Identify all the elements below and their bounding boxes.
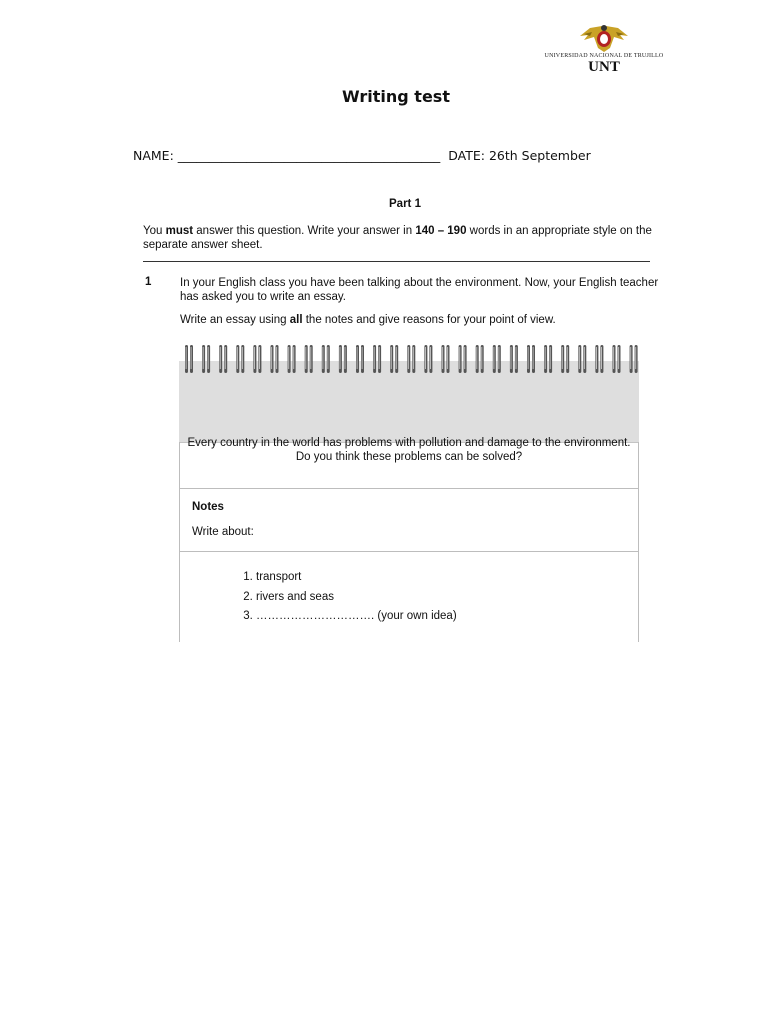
logo-university-name: UNIVERSIDAD NACIONAL DE TRUJILLO [544,53,664,59]
binding-ring-highlight [596,347,597,369]
binding-ring-highlight [396,347,397,369]
university-logo [540,22,668,74]
binding-ring-highlight [310,347,311,369]
binding-ring-highlight [242,347,243,369]
binding-ring-highlight [618,347,619,369]
date-text: DATE: 26th September [448,148,591,163]
binding-ring-highlight [276,347,277,369]
binding-ring-highlight [322,347,323,369]
binding-ring-highlight [579,347,580,369]
list-item: 1. transport [256,568,457,588]
instruction-must: must [165,225,194,237]
binding-ring-highlight [464,347,465,369]
binding-ring-highlight [408,347,409,369]
question-number: 1 [145,276,152,288]
binding-ring-highlight [225,347,226,369]
instruction-text [143,224,669,252]
binding-ring-highlight [345,347,346,369]
notes-subtitle: Write about: [192,526,254,538]
instruction-pre: You [143,225,166,237]
eagle-crest-icon [540,22,668,54]
binding-ring-highlight [271,347,272,369]
binding-ring-highlight [601,347,602,369]
part-title: Part 1 [389,198,421,210]
notes-list-box [179,552,639,642]
binding-ring-highlight [203,347,204,369]
binding-ring-highlight [237,347,238,369]
binding-ring-highlight [430,347,431,369]
binding-ring-highlight [259,347,260,369]
binding-ring-highlight [340,347,341,369]
subtext-pre: Write an essay using [180,314,290,326]
list-item: 2. rivers and seas [256,588,457,608]
page-title: Writing test [342,87,450,106]
binding-ring-highlight [288,347,289,369]
notes-title: Notes [192,501,224,513]
prompt-line-1: Every country in the world has problems with pollution and damage to the environment. [187,437,631,449]
binding-ring-highlight [630,347,631,369]
binding-ring-highlight [476,347,477,369]
binding-ring-highlight [379,347,380,369]
instruction-post: words in an appropriate style on the separate answer sheet. [143,225,652,251]
binding-ring-highlight [357,347,358,369]
instruction-word-count: 140 – 190 [415,225,467,237]
subtext-post: the notes and give reasons for your point of view. [302,314,556,326]
binding-ring-highlight [550,347,551,369]
divider [143,261,650,262]
binding-ring-highlight [305,347,306,369]
binding-ring-highlight [562,347,563,369]
name-label: NAME: [133,148,174,163]
binding-ring-highlight [459,347,460,369]
question-text: In your English class you have been talking about the environment. Now, your English teacher has asked you to write an essay. [180,277,659,303]
binding-ring-highlight [545,347,546,369]
binding-ring-highlight [533,347,534,369]
prompt-box [179,437,639,489]
instruction-mid: answer this question. Write your answer in [193,225,416,237]
notes-list [220,568,457,627]
binding-ring-highlight [191,347,192,369]
list-item: 3. …………………………. (your own idea) [256,607,457,627]
prompt-text [180,436,638,464]
notepad [179,342,639,642]
binding-ring-highlight [425,347,426,369]
subtext-all: all [289,314,303,326]
binding-ring-highlight [613,347,614,369]
binding-ring-highlight [511,347,512,369]
name-date-line [133,148,591,163]
binding-ring-highlight [413,347,414,369]
binding-ring-highlight [442,347,443,369]
binding-ring-highlight [362,347,363,369]
notes-box [179,489,639,552]
binding-ring-highlight [516,347,517,369]
binding-ring-highlight [447,347,448,369]
binding-ring-highlight [293,347,294,369]
binding-ring-highlight [481,347,482,369]
question-subtext [180,314,556,326]
spiral-binding-icon [179,342,639,376]
binding-ring-highlight [584,347,585,369]
binding-ring-highlight [208,347,209,369]
binding-ring-highlight [567,347,568,369]
prompt-line-2: Do you think these problems can be solved? [295,451,523,463]
binding-ring-highlight [186,347,187,369]
binding-ring-highlight [391,347,392,369]
binding-ring-highlight [374,347,375,369]
binding-ring-highlight [528,347,529,369]
binding-ring-highlight [254,347,255,369]
binding-ring-highlight [220,347,221,369]
binding-ring-highlight [327,347,328,369]
logo-acronym: UNT [588,59,620,75]
binding-ring-highlight [493,347,494,369]
binding-ring-highlight [498,347,499,369]
name-blank: __________________________________________ [177,148,441,163]
binding-ring-highlight [635,347,636,369]
